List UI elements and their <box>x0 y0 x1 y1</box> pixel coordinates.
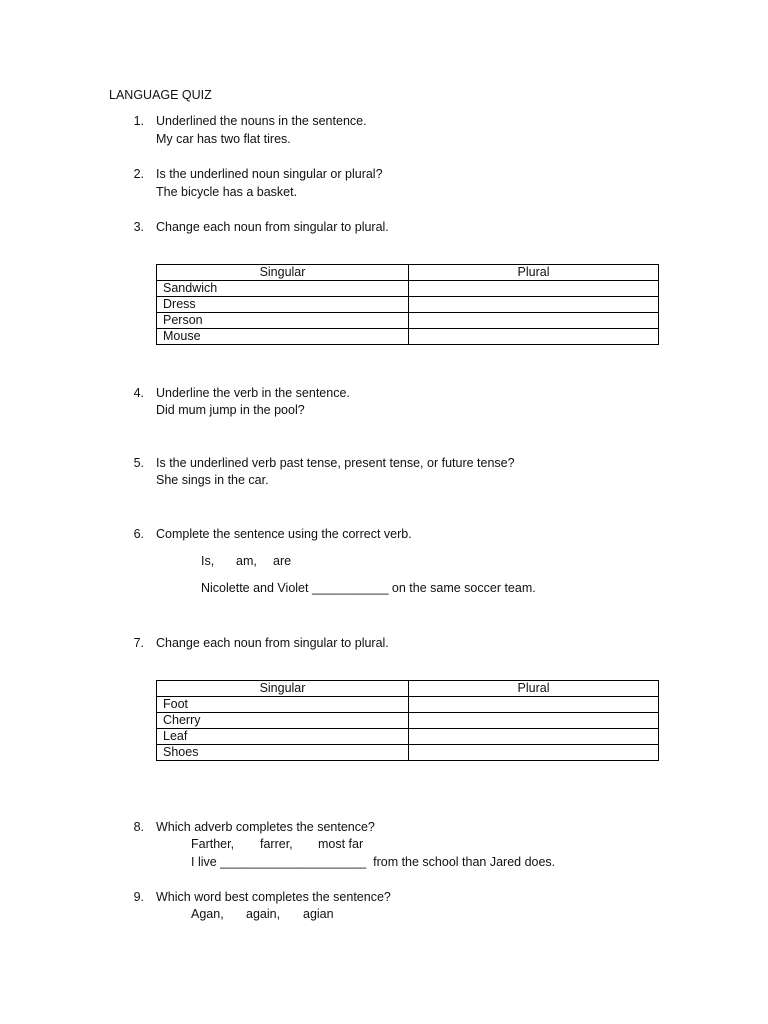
option: again, <box>246 907 281 921</box>
table-header-plural: Plural <box>409 265 659 281</box>
page-title: LANGUAGE QUIZ <box>109 88 212 102</box>
plural-table-2 <box>156 680 659 761</box>
question-sentence: My car has two flat tires. <box>156 132 291 146</box>
question-prompt: Which adverb completes the sentence? <box>156 820 375 834</box>
option: agian <box>303 907 334 921</box>
singular-cell: Mouse <box>157 329 409 345</box>
table-row <box>157 313 659 329</box>
option: farrer, <box>260 837 293 851</box>
singular-cell: Leaf <box>157 729 409 745</box>
question-sentence: Did mum jump in the pool? <box>156 403 305 417</box>
singular-cell: Dress <box>157 297 409 313</box>
table-row <box>157 729 659 745</box>
question-prompt: Which word best completes the sentence? <box>156 890 391 904</box>
question-number: 4. <box>133 386 144 400</box>
plural-answer-cell[interactable] <box>409 313 659 329</box>
table-header-plural: Plural <box>409 681 659 697</box>
question-prompt: Is the underlined verb past tense, present tense, or future tense? <box>156 456 515 470</box>
question-prompt: Change each noun from singular to plural. <box>156 220 389 234</box>
question-prompt: Change each noun from singular to plural. <box>156 636 389 650</box>
plural-answer-cell[interactable] <box>409 713 659 729</box>
table-row <box>157 713 659 729</box>
option: most far <box>318 837 364 851</box>
singular-cell: Sandwich <box>157 281 409 297</box>
plural-answer-cell[interactable] <box>409 329 659 345</box>
question-sentence: The bicycle has a basket. <box>156 185 298 199</box>
table-row <box>157 281 659 297</box>
question-number: 8. <box>133 820 144 834</box>
plural-answer-cell[interactable] <box>409 697 659 713</box>
option: are <box>273 554 292 568</box>
singular-cell: Shoes <box>157 745 409 761</box>
question-number: 3. <box>133 220 144 234</box>
plural-answer-cell[interactable] <box>409 281 659 297</box>
adverb-options <box>191 836 363 852</box>
option: Agan, <box>191 907 224 921</box>
verb-options <box>201 553 291 569</box>
fill-in-sentence: I live _____________________ from the school than Jared does. <box>191 855 556 869</box>
option: Is, <box>201 554 215 568</box>
table-header-row <box>157 681 659 697</box>
question-number: 9. <box>133 890 144 904</box>
table-header-singular: Singular <box>157 681 409 697</box>
option: Farther, <box>191 837 235 851</box>
question-prompt: Underline the verb in the sentence. <box>156 386 350 400</box>
table-header-singular: Singular <box>157 265 409 281</box>
question-number: 7. <box>133 636 144 650</box>
table-row <box>157 745 659 761</box>
plural-table-1 <box>156 264 659 345</box>
question-sentence: She sings in the car. <box>156 473 269 487</box>
singular-cell: Cherry <box>157 713 409 729</box>
question-number: 5. <box>133 456 144 470</box>
table-row <box>157 697 659 713</box>
table-row <box>157 329 659 345</box>
table-row <box>157 297 659 313</box>
table-header-row <box>157 265 659 281</box>
question-number: 6. <box>133 527 144 541</box>
plural-answer-cell[interactable] <box>409 729 659 745</box>
plural-answer-cell[interactable] <box>409 745 659 761</box>
option: am, <box>236 554 257 568</box>
fill-in-sentence: Nicolette and Violet ___________ on the same soccer team. <box>201 581 536 595</box>
question-prompt: Complete the sentence using the correct verb. <box>156 527 412 541</box>
question-prompt: Underlined the nouns in the sentence. <box>156 114 367 128</box>
plural-answer-cell[interactable] <box>409 297 659 313</box>
question-number: 1. <box>133 114 144 128</box>
question-prompt: Is the underlined noun singular or plural? <box>156 167 383 181</box>
singular-cell: Foot <box>157 697 409 713</box>
word-options <box>191 906 334 922</box>
singular-cell: Person <box>157 313 409 329</box>
question-number: 2. <box>133 167 144 181</box>
